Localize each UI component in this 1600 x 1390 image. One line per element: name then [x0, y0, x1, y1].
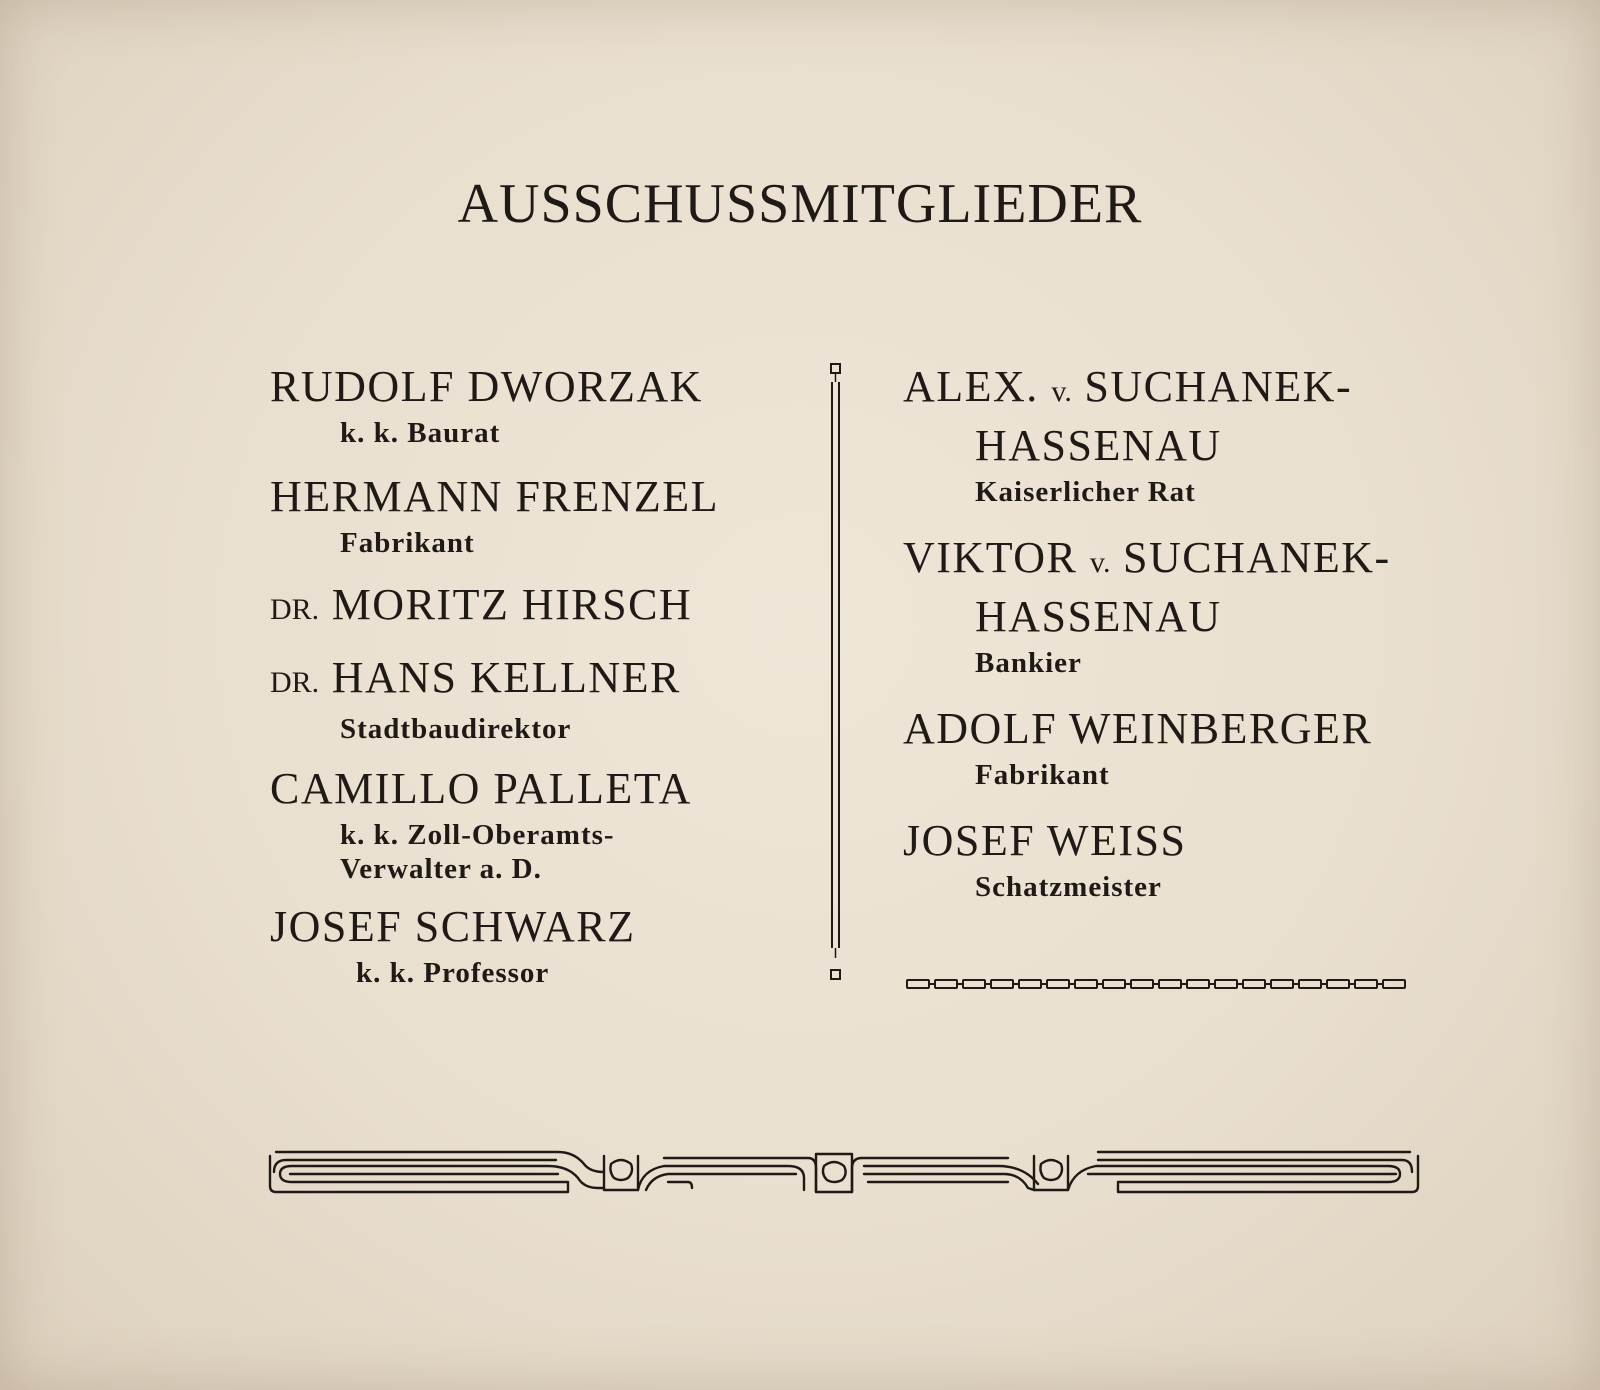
name-prefix: DR.	[270, 666, 320, 699]
member-name-line: HASSENAU	[975, 592, 1222, 641]
member-name: JOSEF SCHWARZ	[270, 902, 636, 951]
member-name: ADOLF WEINBERGER	[903, 704, 1373, 753]
member-entry	[270, 578, 810, 637]
chain-link	[1327, 980, 1349, 988]
member-name-part: SUCHANEK-	[1122, 533, 1391, 582]
member-name-line: HASSENAU	[975, 421, 1222, 470]
chain-link	[1075, 980, 1097, 988]
chain-ornament	[905, 975, 1415, 995]
member-name-part: VIKTOR	[903, 533, 1078, 582]
member-name-line	[270, 651, 810, 710]
member-entry	[903, 814, 1463, 904]
member-entry	[903, 531, 1463, 680]
right-member-column	[903, 360, 1463, 904]
member-role: k. k. Professor	[356, 957, 550, 989]
chain-link	[963, 980, 985, 988]
member-name: CAMILLO PALLETA	[270, 764, 692, 813]
bottom-ornament	[268, 1148, 1420, 1198]
member-name: JOSEF WEISS	[903, 816, 1187, 865]
chain-link	[1047, 980, 1069, 988]
nobility-particle: v.	[1089, 546, 1111, 579]
chain-link	[1299, 980, 1321, 988]
chain-link	[1131, 980, 1153, 988]
member-name: MORITZ HIRSCH	[331, 580, 693, 629]
chain-link	[1271, 980, 1293, 988]
member-role: Bankier	[975, 647, 1082, 679]
member-role: Stadtbaudirektor	[340, 713, 572, 745]
member-entry	[270, 900, 810, 990]
member-role: Fabrikant	[340, 527, 475, 559]
chain-link	[1019, 980, 1041, 988]
name-prefix: DR.	[270, 593, 320, 626]
chain-link	[1355, 980, 1377, 988]
member-role: Kaiserlicher Rat	[975, 476, 1196, 508]
chain-link	[1159, 980, 1181, 988]
column-divider	[826, 362, 846, 982]
member-entry	[903, 702, 1463, 792]
member-entry	[270, 762, 810, 886]
member-role	[270, 818, 810, 886]
member-entry	[270, 470, 810, 560]
member-role: Schatzmeister	[975, 871, 1162, 903]
page-title: AUSSCHUSSMITGLIEDER	[457, 173, 1143, 235]
member-name-line	[903, 531, 1463, 590]
member-entry	[903, 360, 1463, 509]
chain-link	[1103, 980, 1125, 988]
member-entry	[270, 360, 810, 450]
member-name: HERMANN FRENZEL	[270, 472, 720, 521]
chain-link	[935, 980, 957, 988]
chain-link	[1215, 980, 1237, 988]
chain-link	[907, 980, 929, 988]
member-name: HANS KELLNER	[331, 653, 681, 702]
member-name-line	[270, 578, 810, 637]
nobility-particle: v.	[1051, 375, 1072, 408]
left-member-column	[270, 360, 810, 990]
member-entry	[270, 651, 810, 746]
member-role: k. k. Baurat	[340, 417, 501, 449]
member-name-part: ALEX.	[903, 362, 1039, 411]
role-line: Verwalter a. D.	[340, 853, 542, 885]
member-name-line	[903, 360, 1463, 419]
role-line: k. k. Zoll-Oberamts-	[340, 819, 615, 851]
chain-link	[991, 980, 1013, 988]
member-name: RUDOLF DWORZAK	[270, 362, 703, 411]
member-role: Fabrikant	[975, 759, 1110, 791]
chain-link	[1383, 980, 1405, 988]
chain-link	[1243, 980, 1265, 988]
member-name-part: SUCHANEK-	[1084, 362, 1353, 411]
chain-link	[1187, 980, 1209, 988]
